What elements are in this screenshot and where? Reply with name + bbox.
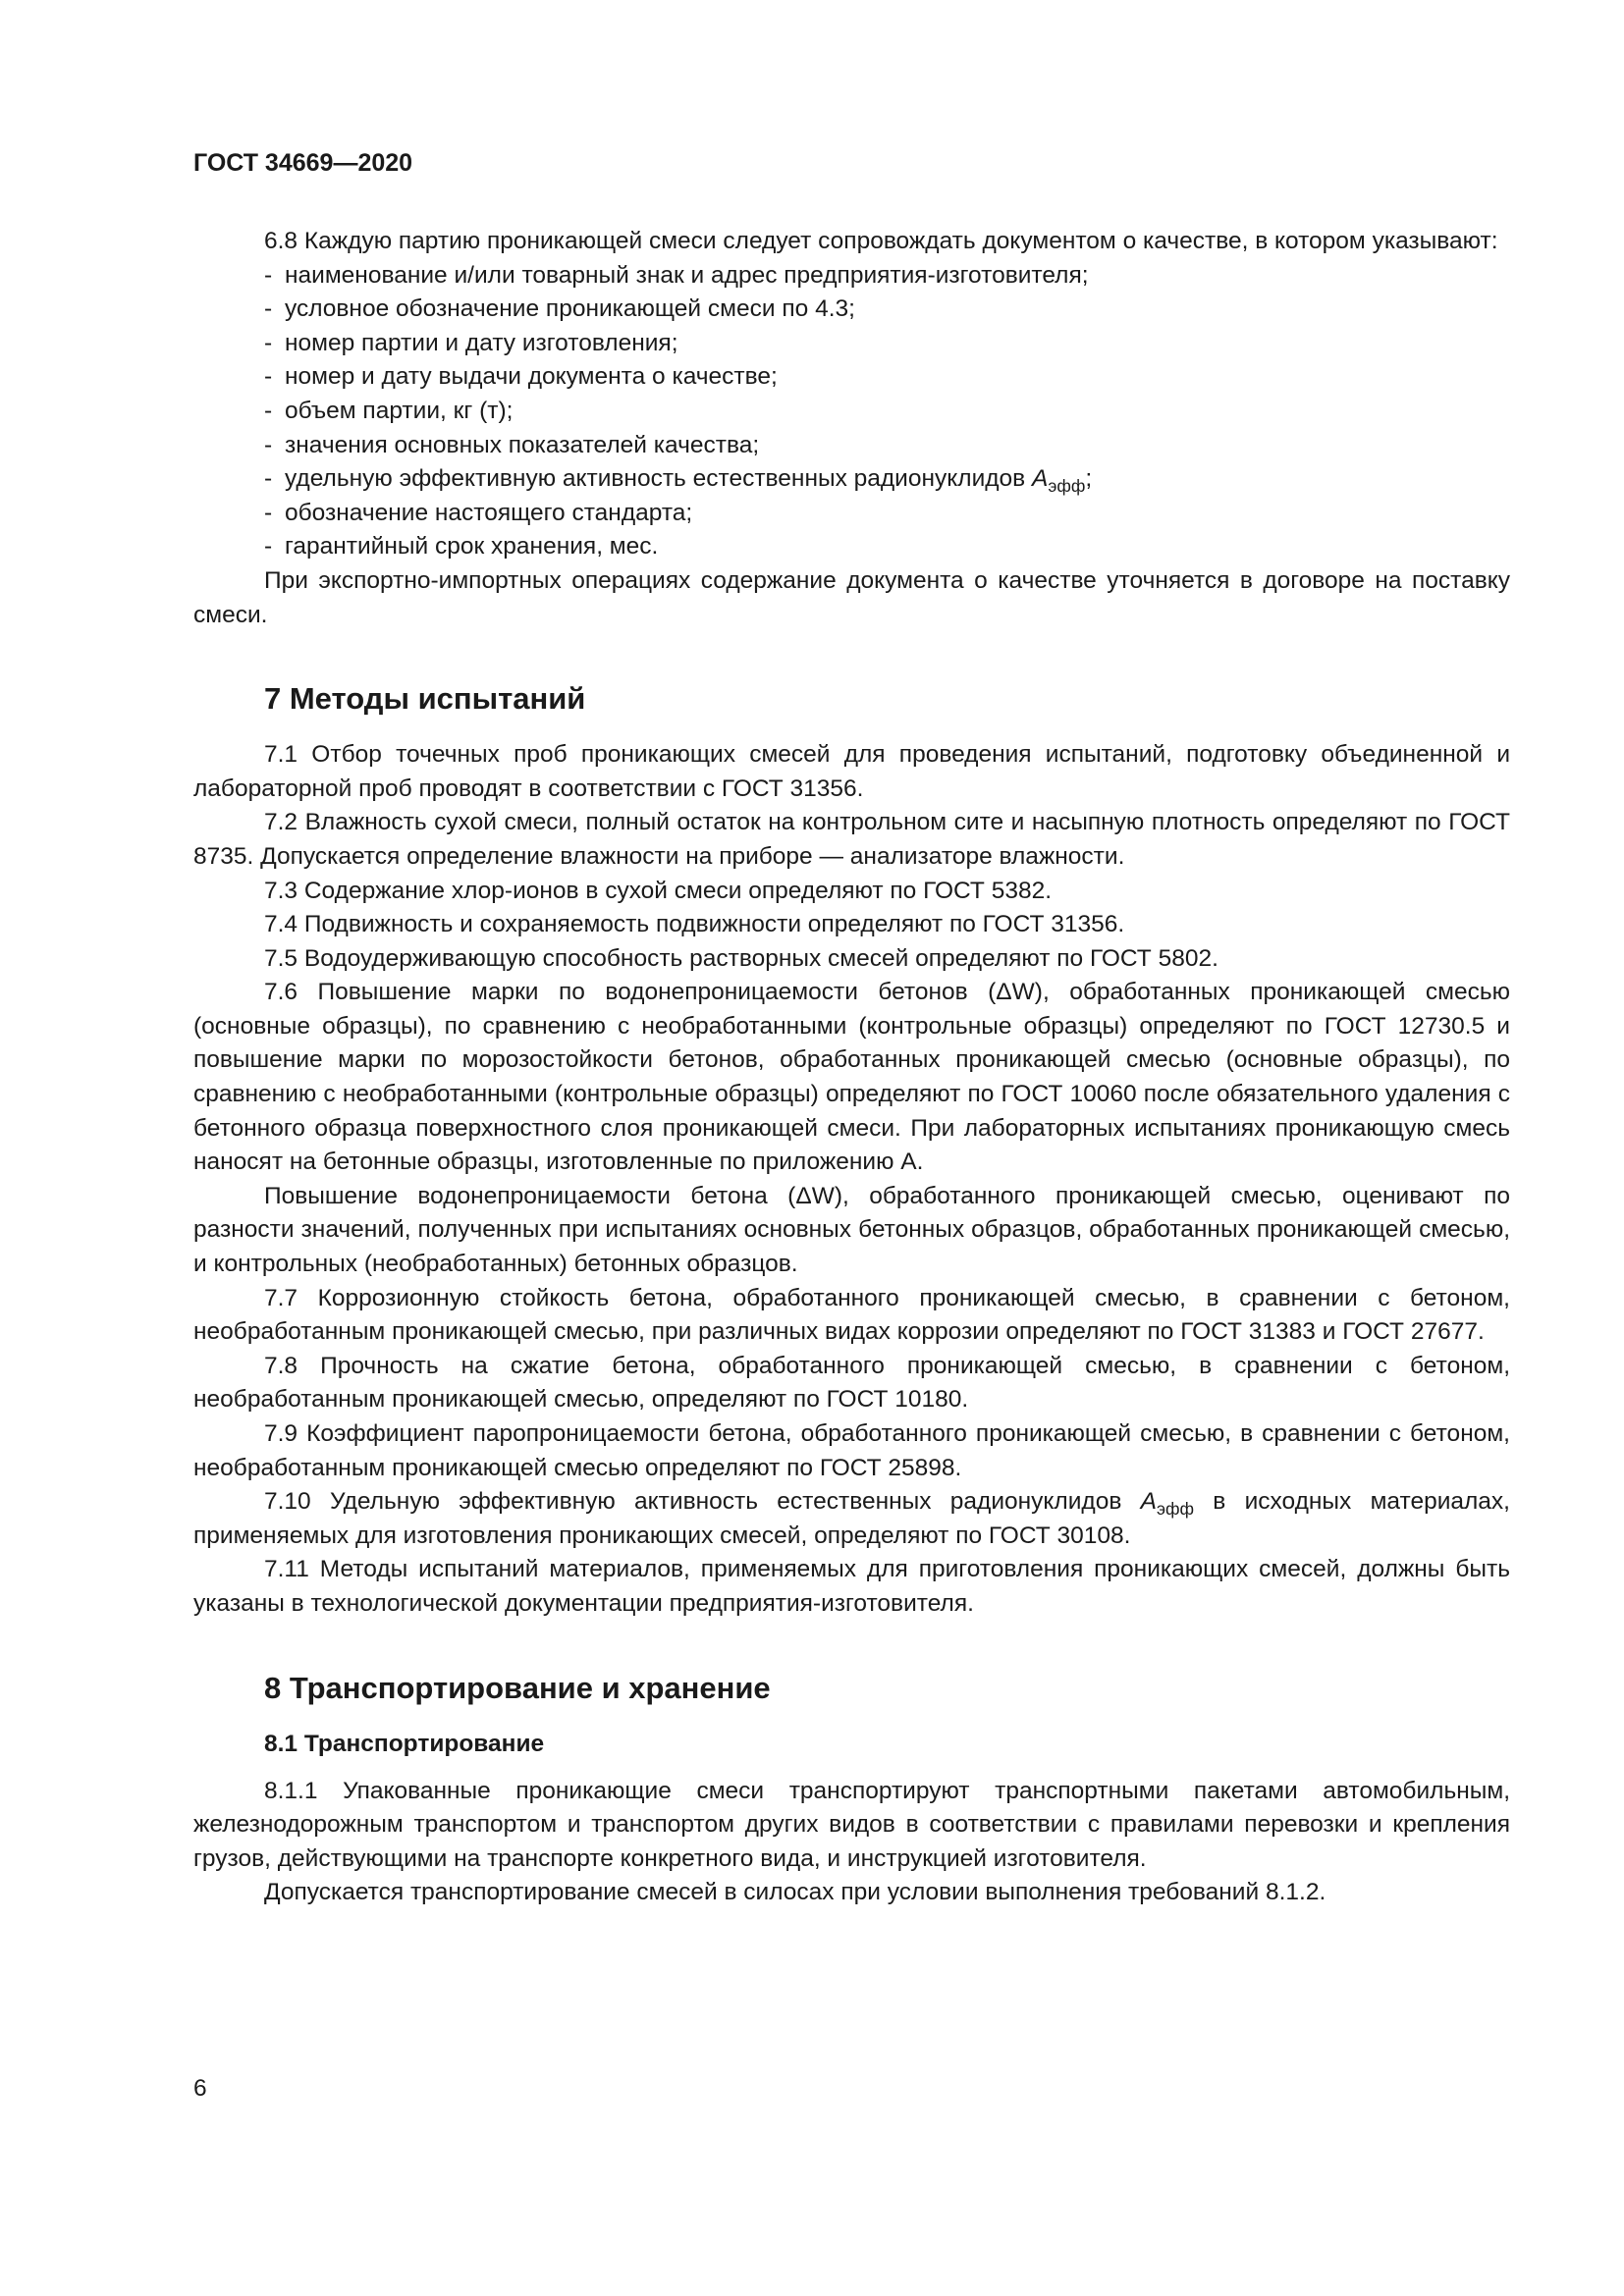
list-item: - значения основных показателей качества; — [264, 431, 760, 458]
section-title-7: 7 Методы испытаний — [264, 681, 586, 717]
paragraph-7-6-continued: Повышение водонепроницаемости бетона (ΔW), обработанного проникающей смесью, оценивают по разности значений, полученных при испытаниях основных бетонных образцов, обработанных проникающей смесью, и контрольных (необработанных) бетонных образцов. — [193, 1182, 1510, 1278]
list-item: - удельную эффективную активность естественных радионуклидов $A_{эфф}$; — [264, 465, 1093, 497]
section-8 — [193, 1669, 1510, 1910]
paragraph-8-1-1: 8.1.1 Упакованные проникающие смеси транспортируют транспортными пакетами автомобильным, железнодорожным транспортом и транспортом других видов в соответствии с правилами перевозки и крепления грузов, действующими на транспорте конкретного вида, и инструкцией изготовителя. — [193, 1777, 1510, 1872]
list-item: - объем партии, кг (т); — [264, 397, 514, 424]
subscript-eff: эфф — [1048, 476, 1086, 497]
symbol-a: A — [1032, 465, 1049, 493]
paragraph-7-9: 7.9 Коэффициент паропроницаемости бетона, обработанного проникающей смесью, в сравнении с бетоном, необработанным проникающей смесью определяют по ГОСТ 25898. — [193, 1420, 1510, 1481]
list-item: - условное обозначение проникающей смеси по 4.3; — [264, 295, 855, 323]
list-item: - гарантийный срок хранения, мес. — [264, 533, 659, 561]
page-content — [193, 225, 1510, 1910]
paragraph-7-10: 7.10 Удельную эффективную активность естественных радионуклидов $A_{эфф}$ в исходных материалах, применяемых для изготовления проникающих смесей, определяют по ГОСТ 30108. — [193, 1488, 1510, 1549]
section-7 — [193, 679, 1510, 1621]
list-item: - обозначение настоящего стандарта; — [264, 499, 693, 526]
quality-document-list — [193, 259, 1510, 564]
paragraph-7-3: 7.3 Содержание хлор-ионов в сухой смеси определяют по ГОСТ 5382. — [264, 877, 1053, 904]
paragraph-7-7: 7.7 Коррозионную стойкость бетона, обработанного проникающей смесью, в сравнении с бетоном, необработанным проникающей смесью, при различных видах коррозии определяют по ГОСТ 31383 и ГОСТ 27677. — [193, 1284, 1510, 1346]
paragraph-6-8-note: При экспортно-импортных операциях содержание документа о качестве уточняется в договоре на поставку смеси. — [193, 566, 1510, 628]
section-6-8 — [193, 225, 1510, 632]
paragraph-7-6: 7.6 Повышение марки по водонепроницаемости бетонов (ΔW), обработанных проникающей смесью (основные образцы), по сравнению с необработанными (контрольные образцы) определяют по ГОСТ 12730.5 и повышение марки по морозостойкости бетонов, обработанных проникающей смесью (основные образцы), по сравнению с необработанными (контрольные образцы) определяют по ГОСТ 10060 после обязательного удаления с бетонного образца поверхностного слоя проникающей смеси. При лабораторных испытаниях проникающую смесь наносят на бетонные образцы, изготовленные по приложению А. — [193, 979, 1510, 1176]
paragraph-7-5: 7.5 Водоудерживающую способность растворных смесей определяют по ГОСТ 5802. — [264, 944, 1218, 972]
paragraph-8-1-1-continued: Допускается транспортирование смесей в силосах при условии выполнения требований 8.1.2. — [264, 1879, 1326, 1906]
section-title-8: 8 Транспортирование и хранение — [264, 1670, 771, 1705]
paragraph-7-11: 7.11 Методы испытаний материалов, применяемых для приготовления проникающих смесей, должны быть указаны в технологической документации предприятия-изготовителя. — [193, 1556, 1510, 1617]
list-item: - номер партии и дату изготовления; — [264, 329, 678, 356]
symbol-a: A — [1140, 1488, 1157, 1516]
list-item: - наименование и/или товарный знак и адрес предприятия-изготовителя; — [264, 261, 1089, 289]
paragraph-6-8: 6.8 Каждую партию проникающей смеси следует сопровождать документом о качестве, в котором указывают: — [264, 228, 1498, 254]
paragraph-7-1: 7.1 Отбор точечных проб проникающих смесей для проведения испытаний, подготовку объединенной и лабораторной проб проводят в соответствии с ГОСТ 31356. — [193, 741, 1510, 802]
page-number: 6 — [193, 2075, 207, 2102]
subsection-title-8-1: 8.1 Транспортирование — [264, 1730, 545, 1757]
list-item: - номер и дату выдачи документа о качестве; — [264, 363, 778, 391]
paragraph-7-8: 7.8 Прочность на сжатие бетона, обработанного проникающей смесью, в сравнении с бетоном, необработанным проникающей смесью, определяют по ГОСТ 10180. — [193, 1352, 1510, 1414]
paragraph-7-4: 7.4 Подвижность и сохраняемость подвижности определяют по ГОСТ 31356. — [264, 911, 1125, 938]
document-code: ГОСТ 34669—2020 — [193, 149, 413, 177]
subscript-eff: эфф — [1156, 1499, 1194, 1520]
paragraph-7-2: 7.2 Влажность сухой смеси, полный остаток на контрольном сите и насыпную плотность определяют по ГОСТ 8735. Допускается определение влажности на приборе — анализаторе влажности. — [193, 809, 1510, 870]
